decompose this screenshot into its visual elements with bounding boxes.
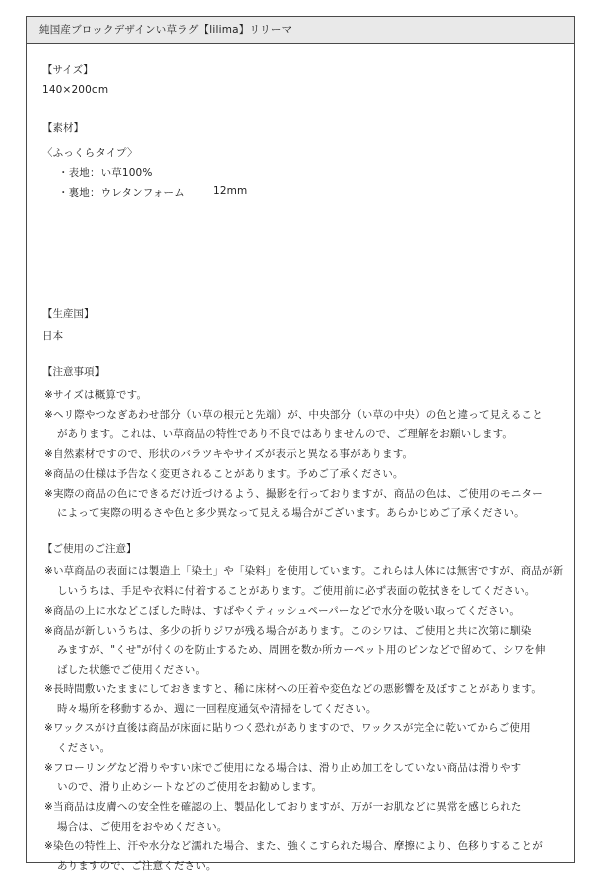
usage-line: ※商品の上に水などこぼした時は、すばやくティッシュペーパーなどで水分を吸い取ってください。 (44, 605, 520, 617)
usage-line: ばした状態でご使用ください。 (57, 664, 207, 676)
usage-line: ※染色の特性上、汗や水分など濡れた場合、また、強くこすられた場合、摩擦により、色移りすることが (44, 840, 543, 852)
material-heading: 【素材】 (42, 122, 84, 134)
product-title: 純国産ブロックデザインい草ラグ【lilima】リリーマ (27, 17, 574, 44)
usage-line: いので、滑り止めシートなどのご使用をお勧めします。 (57, 781, 323, 793)
material-back-thickness: 12mm (213, 185, 248, 197)
size-value: 140×200cm (42, 84, 109, 96)
note-line: ※実際の商品の色にできるだけ近づけるよう、撮影を行っておりますが、商品の色は、ご使用のモニター (44, 488, 543, 500)
usage-line: ※い草商品の表面には製造上「染土」や「染料」を使用しています。これらは人体には無害ですが、商品が新 (44, 565, 564, 577)
note-line: ※ヘリ際やつなぎあわせ部分（い草の根元と先端）が、中央部分（い草の中央）の色と違って見えること (44, 409, 543, 421)
note-line: があります。これは、い草商品の特性であり不良ではありませんので、ご理解をお願いします。 (57, 428, 514, 440)
usage-line: ※長時間敷いたままにしておきますと、稀に床材への圧着や変色などの悪影響を及ぼすことがあります。 (44, 683, 543, 695)
usage-line: みますが、"くせ"が付くのを防止するため、周囲を数か所カーペット用のピンなどで留めて、シワを伸 (57, 644, 546, 656)
usage-line: ※ワックスがけ直後は商品が床面に貼りつく恐れがありますので、ワックスが完全に乾いてからご使用 (44, 722, 531, 734)
origin-value: 日本 (42, 330, 64, 342)
usage-line: ※フローリングなど滑りやすい床でご使用になる場合は、滑り止め加工をしていない商品は滑りやす (44, 762, 522, 774)
material-back: ・裏地：ウレタンフォーム (58, 187, 185, 199)
usage-line: ※当商品は皮膚への安全性を確認の上、製品化しておりますが、万が一お肌などに異常を感じられた (44, 801, 522, 813)
usage-line: ありますので、ご注意ください。 (57, 860, 217, 872)
usage-line: しいうちは、手足や衣料に付着することがあります。ご使用前に必ず表面の乾拭きをしてください。 (57, 585, 536, 597)
note-line: によって実際の明るさや色と多少異なって見える場合がございます。あらかじめご了承ください。 (57, 507, 525, 519)
material-surface: ・表地：い草100% (58, 167, 153, 179)
notes-heading: 【注意事項】 (42, 366, 105, 378)
origin-heading: 【生産国】 (42, 308, 95, 320)
note-line: ※商品の仕様は予告なく変更されることがあります。予めご了承ください。 (44, 468, 404, 480)
product-spec-panel (26, 16, 575, 872)
usage-line: 場合は、ご使用をおやめください。 (57, 821, 228, 833)
usage-line: 時々場所を移動するか、週に一回程度通気や清掃をしてください。 (57, 703, 377, 715)
size-heading: 【サイズ】 (42, 64, 94, 76)
usage-line: ください。 (57, 742, 111, 754)
usage-heading: 【ご使用のご注意】 (42, 543, 137, 555)
usage-line: ※商品が新しいうちは、多少の折りジワが残る場合があります。このシワは、ご使用と共に次第に馴染 (44, 625, 532, 637)
material-type: 〈ふっくらタイプ〉 (42, 147, 138, 159)
note-line: ※自然素材ですので、形状のバラツキやサイズが表示と異なる事があります。 (44, 448, 414, 460)
note-line: ※サイズは概算です。 (44, 389, 148, 401)
